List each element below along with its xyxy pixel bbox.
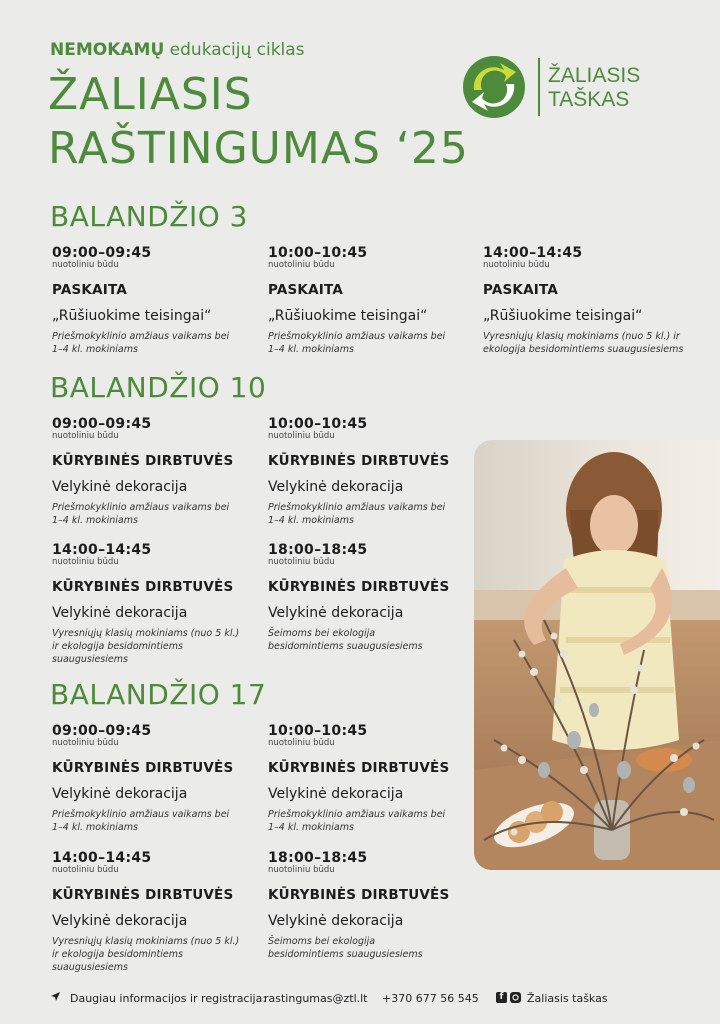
event-type: KŪRYBINĖS DIRBTUVĖS xyxy=(268,579,450,595)
page-title xyxy=(48,68,469,176)
event-audience: Priešmokyklinio amžiaus vaikams bei 1–4 kl. mokiniams xyxy=(52,809,230,833)
event-time: 10:00–10:45 xyxy=(268,416,368,432)
event-mode: nuotoliniu būdu xyxy=(483,260,550,270)
event-type: KŪRYBINĖS DIRBTUVĖS xyxy=(52,453,234,469)
title-line-2: RAŠTINGUMAS ‘25 xyxy=(48,123,469,174)
event-name: „Rūšiuokime teisingai“ xyxy=(52,308,212,324)
event-type: PASKAITA xyxy=(52,282,127,298)
zaliasis-taskas-logo xyxy=(460,52,660,124)
footer-social-link[interactable]: Žaliasis taškas xyxy=(527,992,608,1005)
event-card xyxy=(268,723,468,834)
subtitle-bold: NEMOKAMŲ xyxy=(50,40,165,60)
event-type: KŪRYBINĖS DIRBTUVĖS xyxy=(268,453,450,469)
event-card xyxy=(52,245,252,356)
footer-phone-link[interactable]: +370 677 56 545 xyxy=(382,992,479,1005)
title-line-1: ŽALIASIS xyxy=(48,69,253,120)
event-time: 09:00–09:45 xyxy=(52,723,152,739)
event-card xyxy=(268,416,468,527)
event-audience: Priešmokyklinio amžiaus vaikams bei 1–4 kl. mokiniams xyxy=(52,502,230,526)
event-audience: Šeimoms bei ekologija besidomintiems suaugusiesiems xyxy=(268,936,423,960)
event-card xyxy=(52,416,252,527)
event-card xyxy=(268,850,468,961)
date-heading: BALANDŽIO 3 xyxy=(50,200,248,233)
event-audience: Priešmokyklinio amžiaus vaikams bei 1–4 kl. mokiniams xyxy=(268,502,446,526)
event-mode: nuotoliniu būdu xyxy=(268,738,335,748)
footer-email-link[interactable]: rastingumas@ztl.lt xyxy=(264,992,368,1005)
event-name: Velykinė dekoracija xyxy=(268,786,404,802)
event-card xyxy=(483,245,683,356)
event-time: 10:00–10:45 xyxy=(268,245,368,261)
event-card xyxy=(52,850,252,974)
event-audience: Priešmokyklinio amžiaus vaikams bei 1–4 kl. mokiniams xyxy=(52,331,230,355)
event-type: KŪRYBINĖS DIRBTUVĖS xyxy=(52,760,234,776)
event-type: KŪRYBINĖS DIRBTUVĖS xyxy=(52,887,234,903)
recycle-arrows-icon xyxy=(460,52,528,120)
event-time: 09:00–09:45 xyxy=(52,245,152,261)
event-time: 10:00–10:45 xyxy=(268,723,368,739)
event-card xyxy=(268,542,468,653)
event-card xyxy=(52,542,252,666)
logo-wordmark xyxy=(548,64,640,112)
cycle-subtitle xyxy=(50,40,305,60)
event-mode: nuotoliniu būdu xyxy=(268,260,335,270)
footer-info: Daugiau informacijos ir registracija: xyxy=(70,992,267,1005)
event-audience: Vyresniųjų klasių mokiniams (nuo 5 kl.) ir ekologija besidomintiems suaugusiesiems xyxy=(52,628,240,665)
event-name: Velykinė dekoracija xyxy=(268,479,404,495)
event-time: 14:00–14:45 xyxy=(52,850,152,866)
event-mode: nuotoliniu būdu xyxy=(268,557,335,567)
event-mode: nuotoliniu būdu xyxy=(52,557,119,567)
event-mode: nuotoliniu būdu xyxy=(52,260,119,270)
event-type: KŪRYBINĖS DIRBTUVĖS xyxy=(268,760,450,776)
event-type: KŪRYBINĖS DIRBTUVĖS xyxy=(52,579,234,595)
event-audience: Priešmokyklinio amžiaus vaikams bei 1–4 kl. mokiniams xyxy=(268,809,446,833)
event-mode: nuotoliniu būdu xyxy=(268,431,335,441)
event-name: Velykinė dekoracija xyxy=(268,913,404,929)
logo-divider xyxy=(538,58,540,116)
event-mode: nuotoliniu būdu xyxy=(52,865,119,875)
event-card xyxy=(52,723,252,834)
event-name: Velykinė dekoracija xyxy=(52,786,188,802)
event-type: PASKAITA xyxy=(483,282,558,298)
date-heading: BALANDŽIO 10 xyxy=(50,371,267,404)
event-name: Velykinė dekoracija xyxy=(268,605,404,621)
event-time: 09:00–09:45 xyxy=(52,416,152,432)
event-audience: Vyresniųjų klasių mokiniams (nuo 5 kl.) ir ekologija besidomintiems suaugusiesiems xyxy=(52,936,240,973)
event-time: 18:00–18:45 xyxy=(268,542,368,558)
logo-line-2: TAŠKAS xyxy=(548,88,630,111)
event-audience: Šeimoms bei ekologija besidomintiems suaugusiesiems xyxy=(268,628,423,652)
date-heading: BALANDŽIO 17 xyxy=(50,678,267,711)
subtitle-rest: edukacijų ciklas xyxy=(164,40,305,60)
event-time: 14:00–14:45 xyxy=(483,245,583,261)
event-name: Velykinė dekoracija xyxy=(52,479,188,495)
event-time: 18:00–18:45 xyxy=(268,850,368,866)
event-name: „Rūšiuokime teisingai“ xyxy=(268,308,428,324)
event-type: PASKAITA xyxy=(268,282,343,298)
photo-illustration xyxy=(474,440,720,870)
instagram-icon[interactable] xyxy=(510,992,521,1006)
event-audience: Priešmokyklinio amžiaus vaikams bei 1–4 kl. mokiniams xyxy=(268,331,446,355)
event-audience: Vyresniųjų klasių mokiniams (nuo 5 kl.) ir ekologija besidomintiems suaugusiesiems xyxy=(483,331,684,355)
event-type: KŪRYBINĖS DIRBTUVĖS xyxy=(268,887,450,903)
event-card xyxy=(268,245,468,356)
easter-decoration-photo xyxy=(474,440,720,870)
pointer-arrow-icon xyxy=(50,991,61,1005)
event-name: Velykinė dekoracija xyxy=(52,605,188,621)
event-time: 14:00–14:45 xyxy=(52,542,152,558)
logo-line-1: ŽALIASIS xyxy=(548,64,641,87)
event-mode: nuotoliniu būdu xyxy=(268,865,335,875)
event-name: „Rūšiuokime teisingai“ xyxy=(483,308,643,324)
event-mode: nuotoliniu būdu xyxy=(52,431,119,441)
event-mode: nuotoliniu būdu xyxy=(52,738,119,748)
event-name: Velykinė dekoracija xyxy=(52,913,188,929)
